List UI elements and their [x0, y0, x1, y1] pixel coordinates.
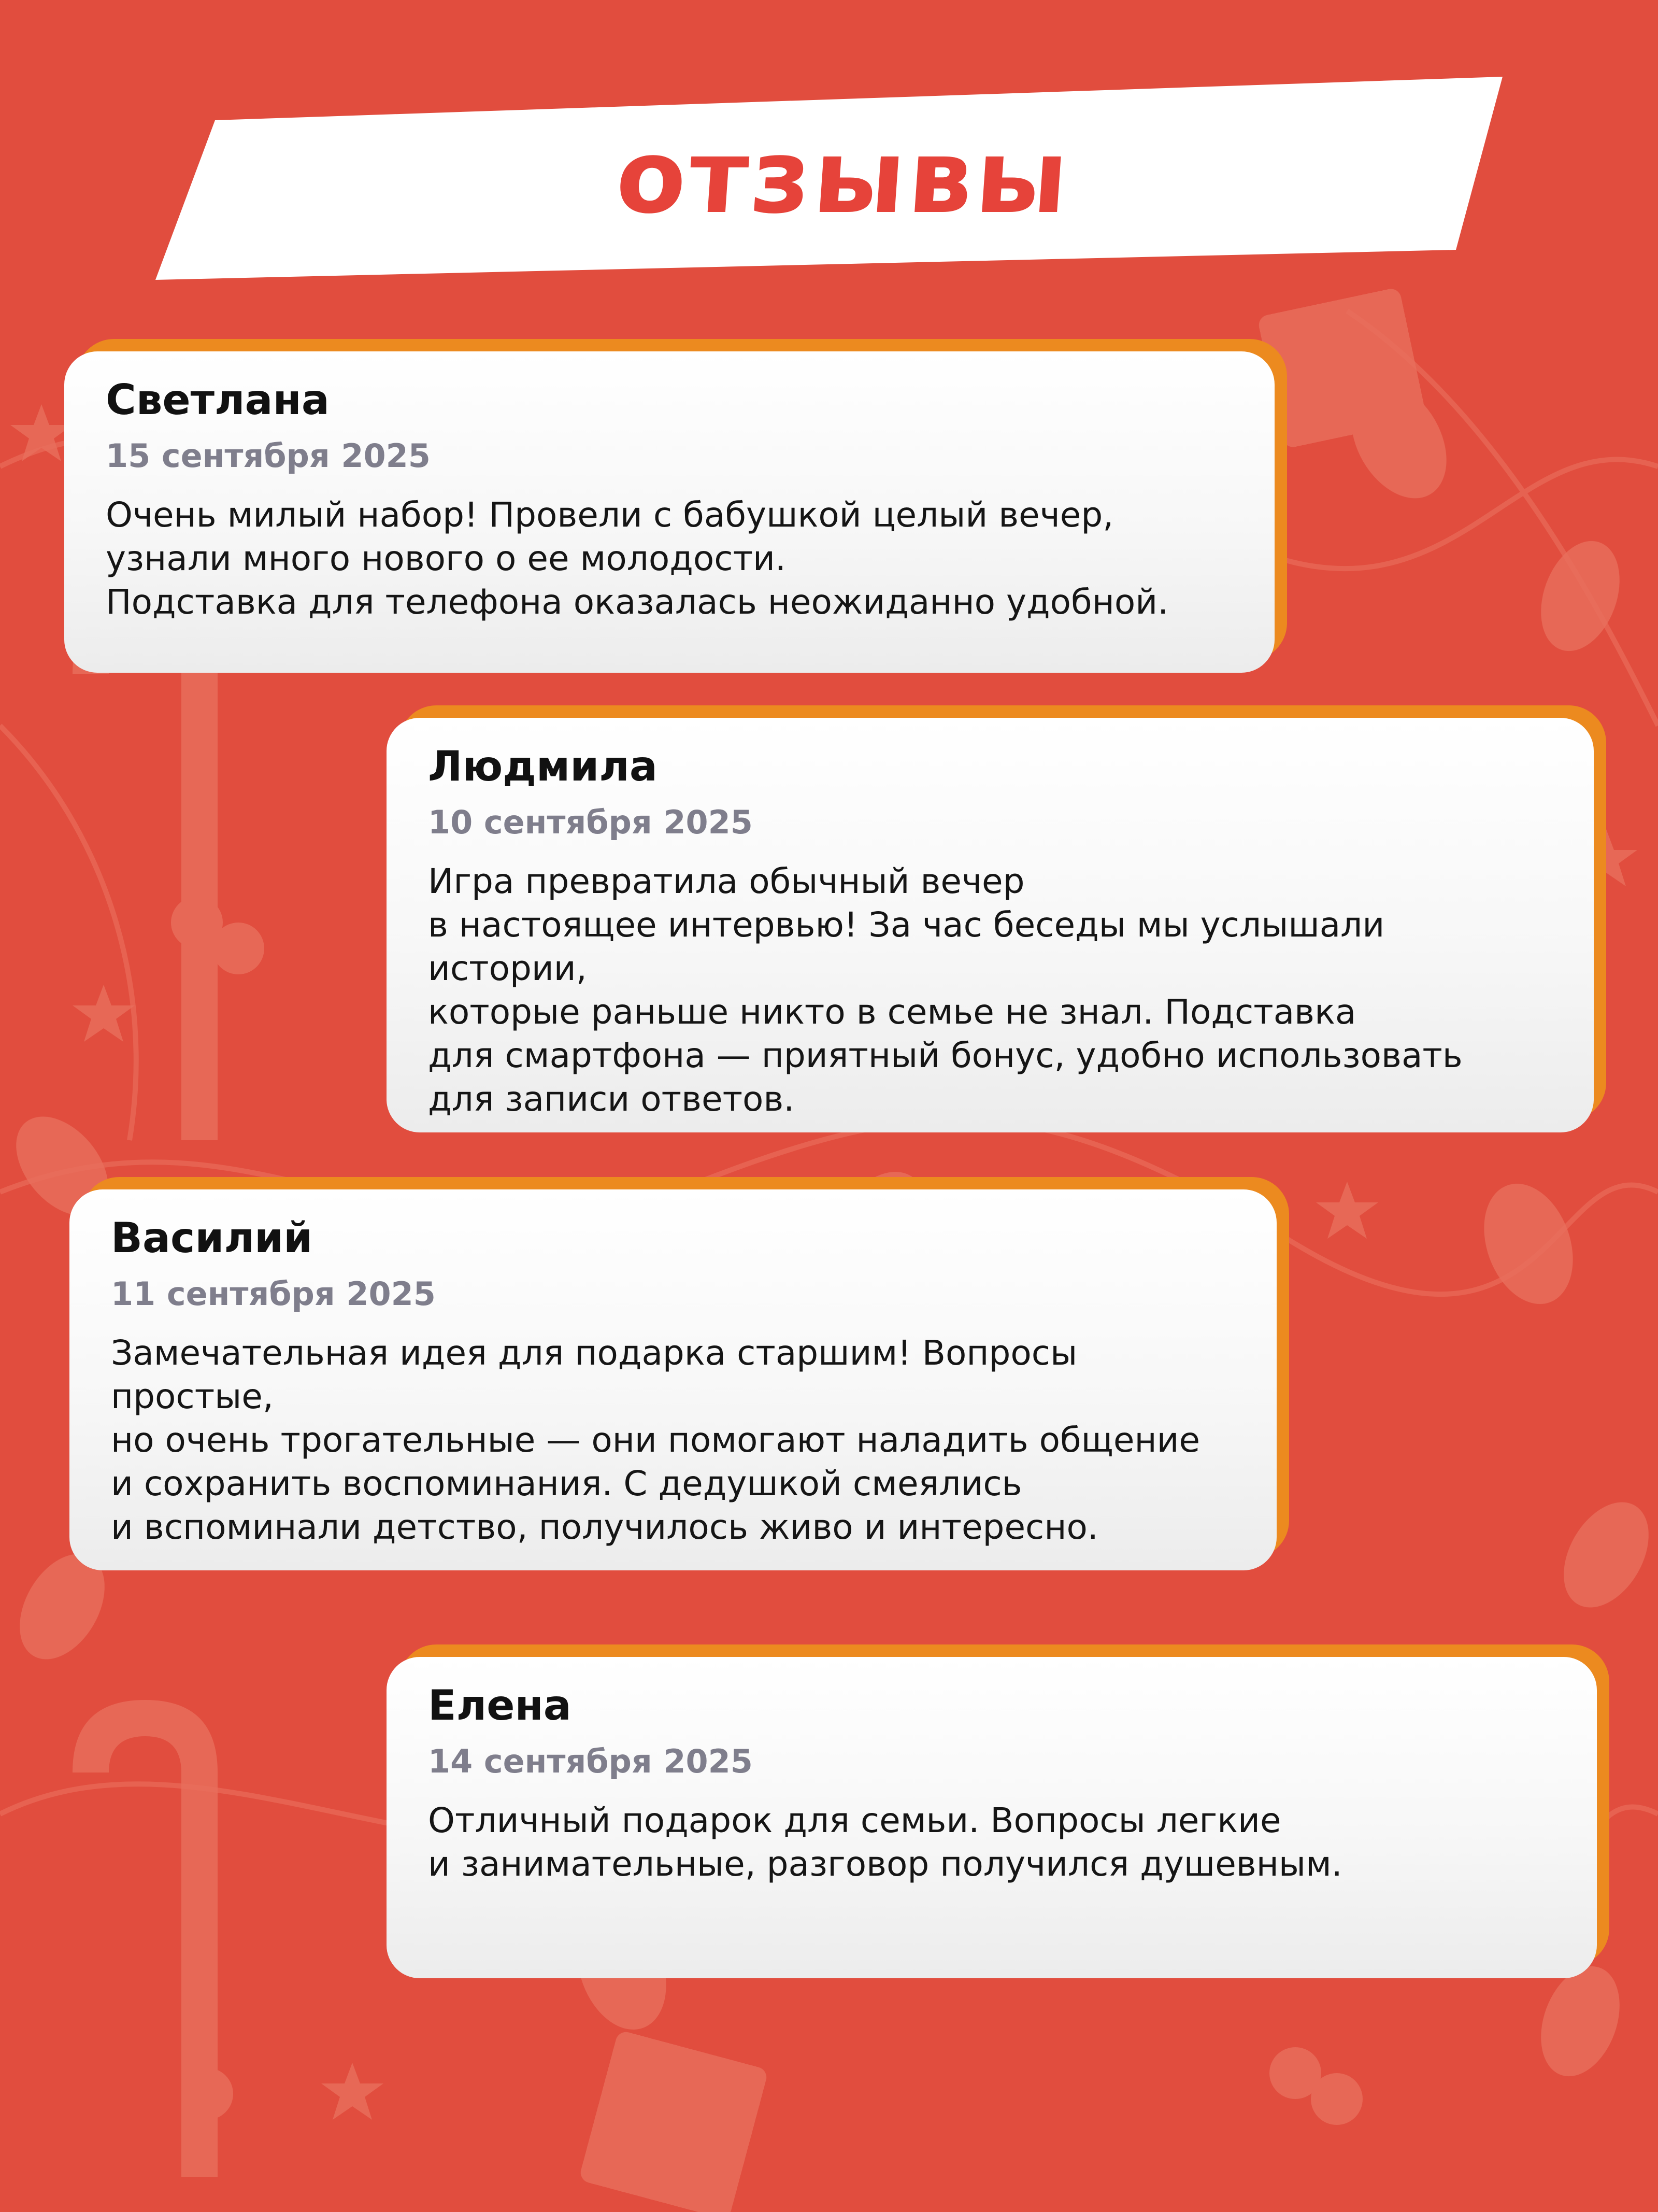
page-title: отзывы: [612, 118, 1075, 236]
card-body: [387, 718, 1594, 1132]
review-text: Замечательная идея для подарка старшим! Вопросы простые, но очень трогательные — они помогают наладить общение и сохранить воспоминания. С дедушкой смеялись и вспоминали детство, получилось живо и интересно.: [111, 1333, 1200, 1548]
card-body: [69, 1189, 1277, 1570]
review-date: 15 сентября 2025: [106, 437, 431, 475]
review-card: [387, 718, 1594, 1132]
review-author: Елена: [428, 1681, 571, 1729]
review-date: 10 сентября 2025: [428, 803, 753, 841]
card-body: [64, 351, 1275, 673]
review-date: 14 сентября 2025: [428, 1742, 753, 1780]
review-card: [64, 351, 1275, 673]
review-author: Людмила: [428, 742, 658, 790]
review-text: Игра превратила обычный вечер в настоящее интервью! За час беседы мы услышали истории, которые раньше никто в семье не знал. Подставка для смартфона — приятный бонус, удобно использовать для записи ответов.: [428, 861, 1463, 1119]
review-text: Отличный подарок для семьи. Вопросы легкие и занимательные, разговор получился душевным.: [428, 1800, 1342, 1884]
review-author: Светлана: [106, 376, 330, 424]
review-date: 11 сентября 2025: [111, 1275, 436, 1313]
review-author: Василий: [111, 1214, 313, 1262]
review-card: [69, 1189, 1277, 1570]
review-text: Очень милый набор! Провели с бабушкой целый вечер, узнали много нового о ее молодости. Подставка для телефона оказалась неожиданно удобной.: [106, 495, 1169, 622]
card-body: [387, 1657, 1597, 1978]
review-card: [387, 1657, 1597, 1978]
